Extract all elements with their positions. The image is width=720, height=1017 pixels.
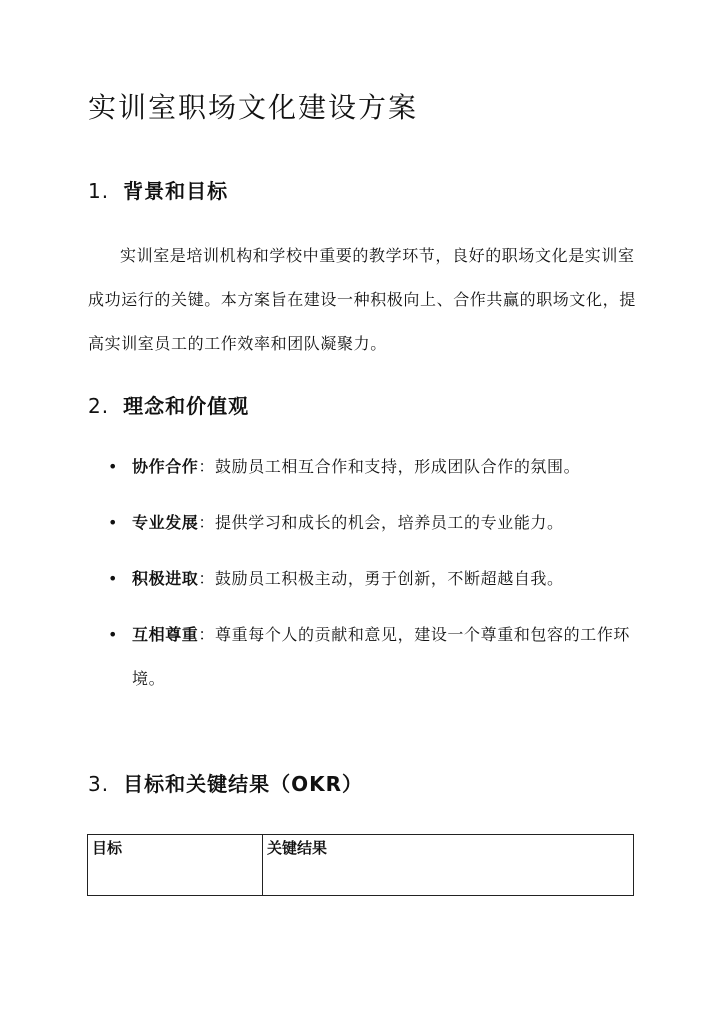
value-description: 鼓励员工积极主动，勇于创新，不断超越自我。: [215, 569, 564, 588]
value-separator: ：: [198, 625, 216, 644]
background-paragraph: 实训室是培训机构和学校中重要的教学环节，良好的职场文化是实训室成功运行的关键。本方案旨在建设一种积极向上、合作共赢的职场文化，提高实训室员工的工作效率和团队凝聚力。: [88, 246, 636, 353]
table-header-row: [88, 835, 634, 896]
section-heading-values: [88, 390, 249, 419]
section-number: 2.: [88, 394, 110, 418]
value-term: 协作合作: [132, 457, 199, 476]
value-term: 互相尊重: [132, 625, 199, 644]
bullet-icon: •: [108, 513, 119, 532]
value-description: 尊重每个人的贡献和意见，建设一个尊重和包容的工作环境。: [132, 625, 631, 688]
section-title: 目标和关键结果（OKR）: [123, 772, 363, 796]
list-item: [88, 445, 636, 489]
value-description: 提供学习和成长的机会，培养员工的专业能力。: [215, 513, 564, 532]
bullet-icon: •: [108, 457, 119, 476]
list-item: [88, 613, 636, 701]
bullet-icon: •: [108, 625, 119, 644]
list-item: [88, 557, 636, 601]
value-separator: ：: [198, 457, 216, 476]
section-heading-background: [88, 175, 228, 204]
values-list: [88, 445, 636, 713]
section-number: 1.: [88, 179, 110, 203]
value-term: 积极进取: [132, 569, 199, 588]
document-title: 实训室职场文化建设方案: [88, 91, 419, 124]
value-description: 鼓励员工相互合作和支持，形成团队合作的氛围。: [215, 457, 581, 476]
section-title: 背景和目标: [123, 179, 229, 203]
section-title: 理念和价值观: [123, 394, 250, 418]
section-number: 3.: [88, 772, 110, 796]
list-item: [88, 501, 636, 545]
value-term: 专业发展: [132, 513, 199, 532]
table-header-goal: 目标: [88, 835, 263, 896]
bullet-icon: •: [108, 569, 119, 588]
value-separator: ：: [198, 513, 216, 532]
section-heading-okr: [88, 768, 363, 797]
okr-table: [87, 834, 634, 896]
table-header-key-results: 关键结果: [263, 835, 634, 896]
value-separator: ：: [198, 569, 216, 588]
